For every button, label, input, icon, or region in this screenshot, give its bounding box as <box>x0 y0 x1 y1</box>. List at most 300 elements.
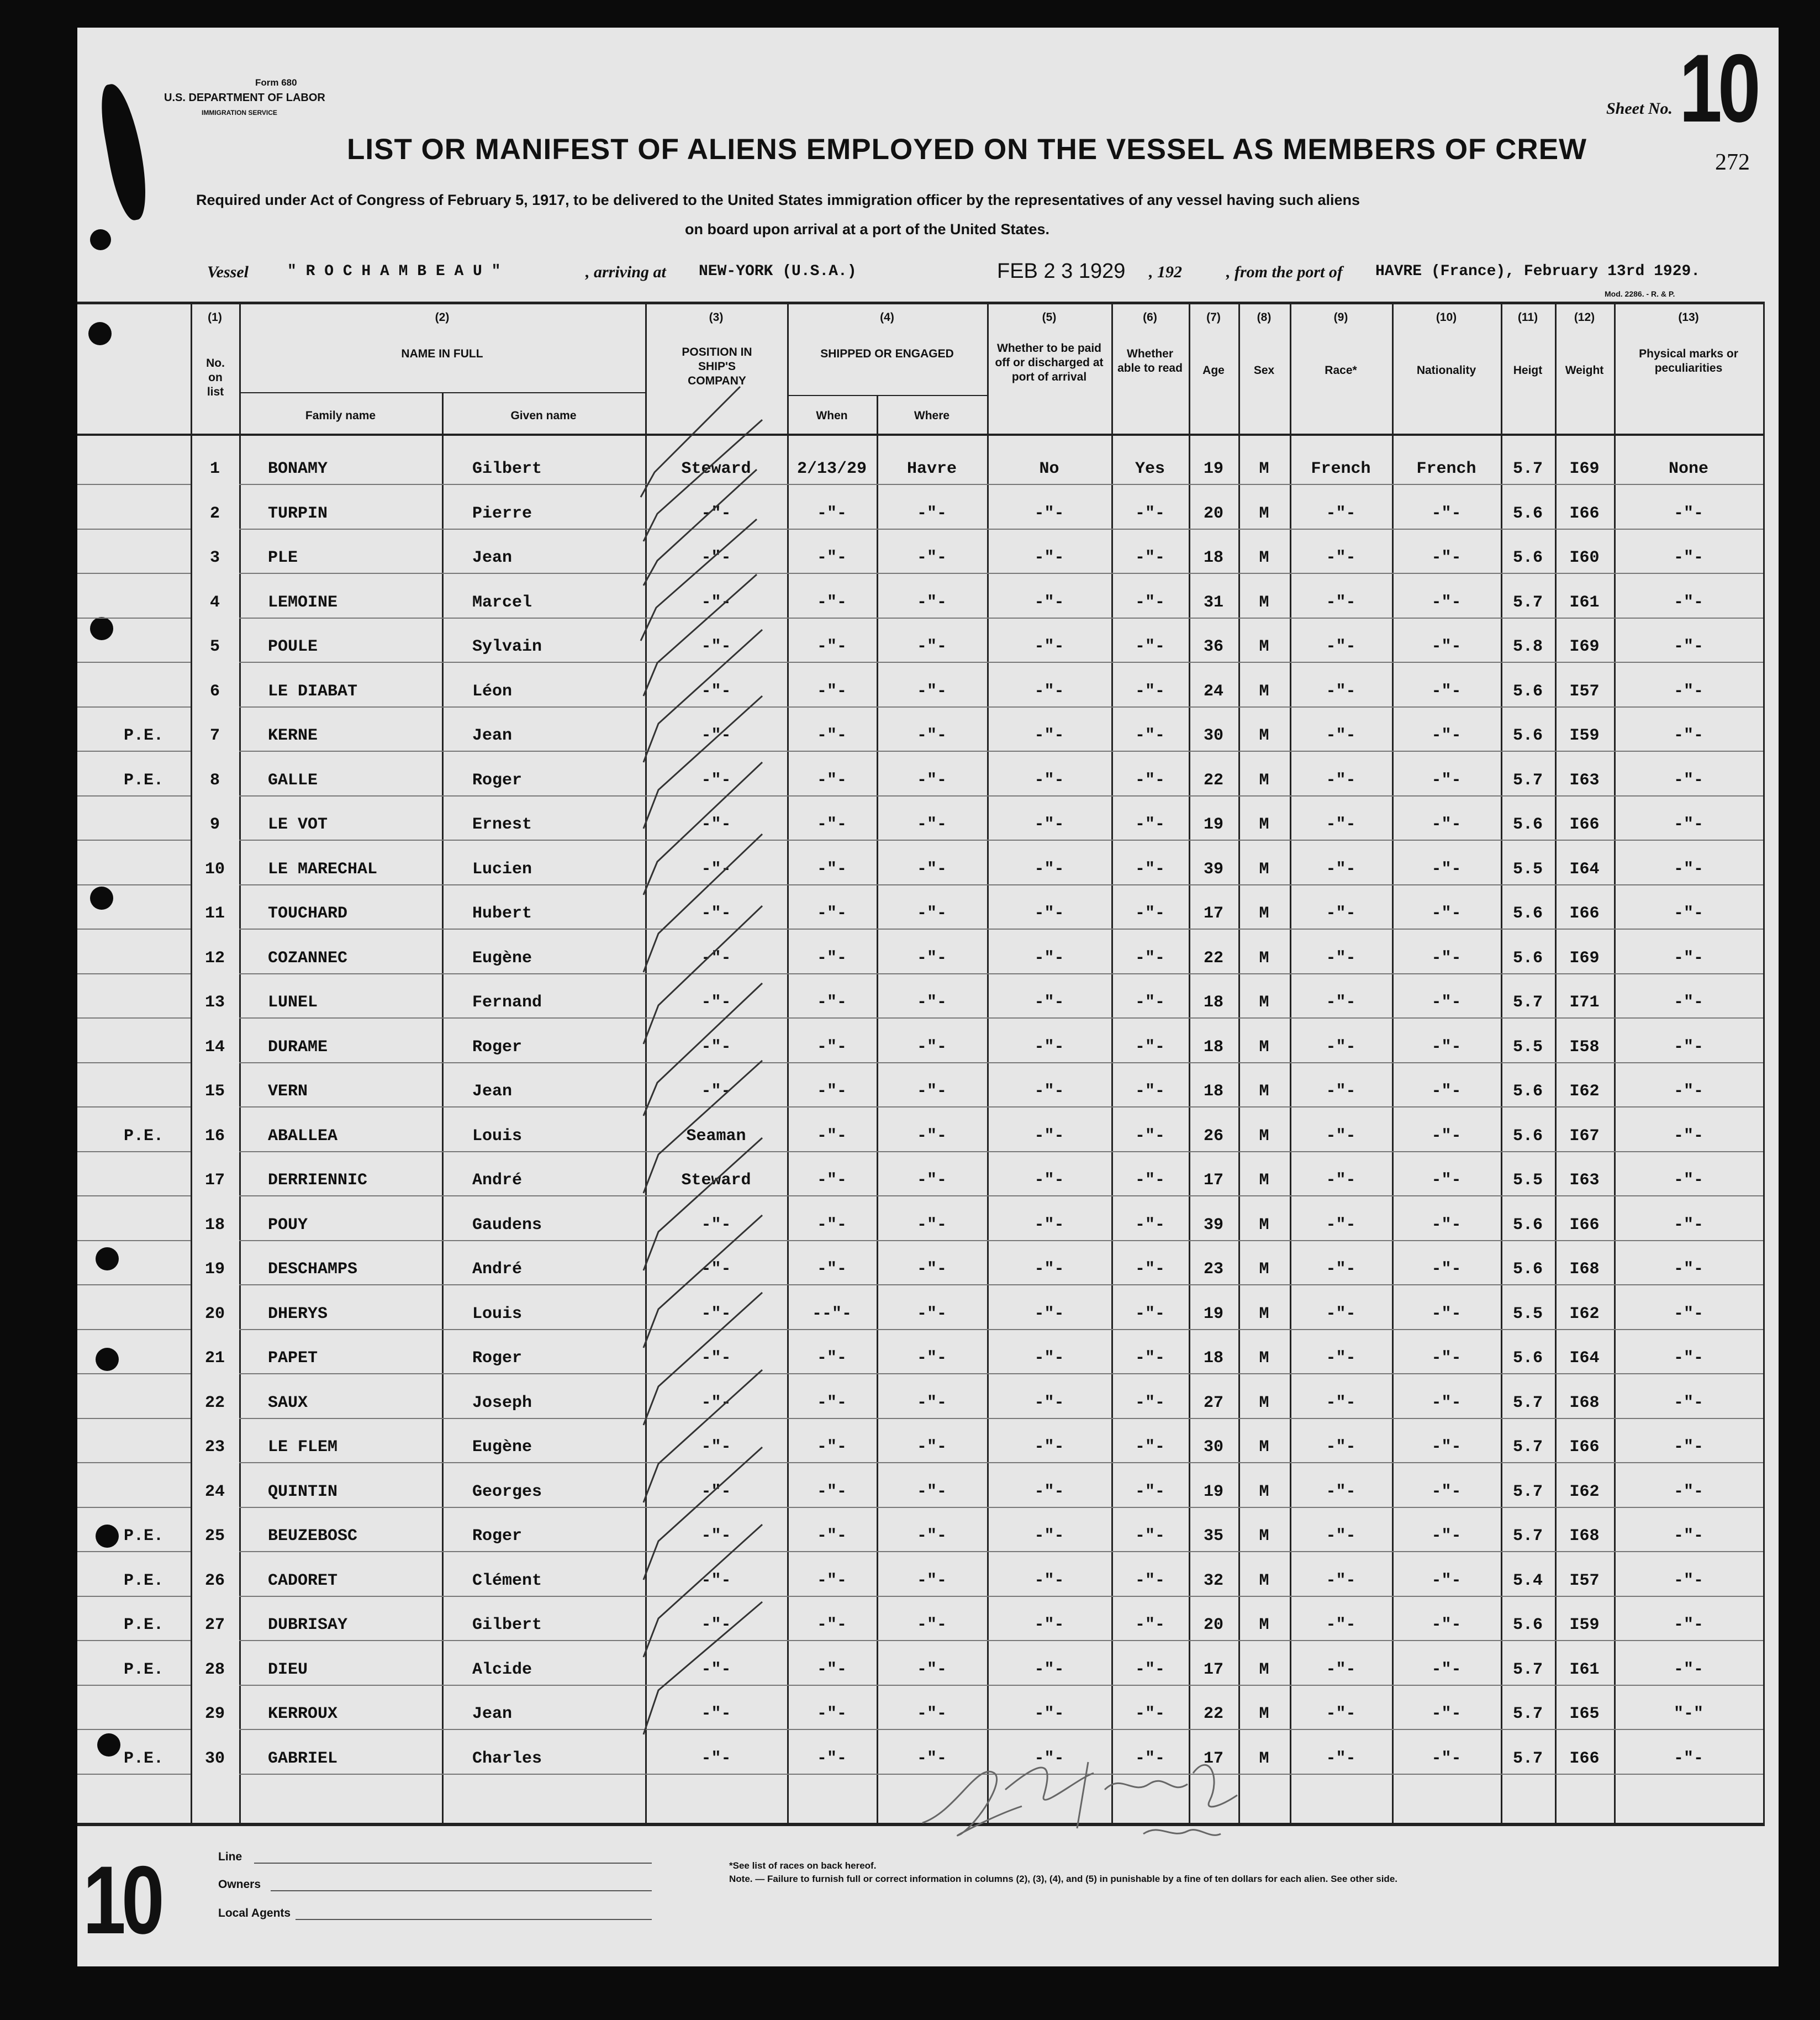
cell-where: -"- <box>916 1082 947 1101</box>
header-no-on-list: No. on list <box>206 357 225 398</box>
cell-height: 5.7 <box>1512 460 1543 478</box>
cell-height: 5.4 <box>1512 1571 1543 1590</box>
cell-position: -"- <box>701 1705 731 1723</box>
cell-sex: M <box>1259 548 1269 567</box>
cell-paid: -"- <box>1034 504 1064 523</box>
cell-race: -"- <box>1326 815 1356 834</box>
cell-given: Roger <box>472 1349 523 1368</box>
cell-nat: -"- <box>1431 1393 1462 1412</box>
cell-marks: -"- <box>1673 548 1703 567</box>
cell-paid: -"- <box>1034 726 1064 745</box>
cell-where: -"- <box>916 1037 947 1057</box>
row-rule <box>77 1462 191 1463</box>
row-rule <box>77 1729 191 1730</box>
cell-age: 17 <box>1203 1660 1223 1679</box>
cell-height: 5.7 <box>1512 1527 1543 1546</box>
cell-race: -"- <box>1326 1215 1356 1235</box>
subtitle-line-1: Required under Act of Congress of February 5, 1917, to be delivered to the United States immigration officer by the representatives of any vessel having such aliens <box>196 192 1360 208</box>
cell-no: 7 <box>209 726 220 745</box>
cell-position: -"- <box>701 1082 731 1101</box>
cell-race: -"- <box>1326 726 1356 745</box>
cell-age: 18 <box>1203 1082 1223 1101</box>
cell-where: -"- <box>916 1571 947 1590</box>
cell-where: -"- <box>916 771 947 790</box>
sheet-number: 10 <box>1679 35 1756 143</box>
cell-family: KERROUX <box>268 1705 338 1723</box>
cell-race: -"- <box>1326 682 1356 701</box>
cell-when: -"- <box>816 1482 847 1501</box>
cell-no: 28 <box>204 1660 225 1679</box>
cell-given: Charles <box>472 1749 542 1768</box>
cell-read: -"- <box>1135 1082 1165 1101</box>
col-line <box>191 303 192 1824</box>
cell-race: -"- <box>1326 1037 1356 1057</box>
punch-hole <box>90 617 113 640</box>
cell-paid: -"- <box>1034 1082 1064 1101</box>
cell-height: 5.7 <box>1512 1705 1543 1723</box>
cell-age: 19 <box>1203 460 1223 478</box>
row-rule <box>77 484 191 485</box>
row-rule <box>77 1418 191 1419</box>
col-num-8: (8) <box>1257 311 1272 324</box>
row-rule <box>77 1373 191 1374</box>
cell-given: Louis <box>472 1126 523 1146</box>
vessel-label: Vessel <box>207 263 249 281</box>
cell-family: DERRIENNIC <box>268 1171 368 1190</box>
cell-paid: -"- <box>1034 1749 1064 1768</box>
shipped-subheader-line <box>787 395 987 396</box>
cell-when: -"- <box>816 1660 847 1679</box>
cell-sex: M <box>1259 1660 1269 1679</box>
bottom-sheet-number: 10 <box>83 1847 160 1954</box>
cell-where: -"- <box>916 815 947 834</box>
cell-family: LE FLEM <box>268 1438 338 1457</box>
cell-no: 2 <box>209 504 220 523</box>
cell-paid: -"- <box>1034 682 1064 701</box>
cell-race: -"- <box>1326 1171 1356 1190</box>
cell-when: -"- <box>816 771 847 790</box>
cell-weight: I58 <box>1569 1037 1600 1057</box>
cell-family: LUNEL <box>268 993 318 1012</box>
row-rule <box>239 706 1763 708</box>
cell-weight: I68 <box>1569 1527 1600 1546</box>
punch-hole <box>90 229 111 250</box>
year-label: , 192 <box>1149 263 1182 281</box>
cell-given: André <box>472 1260 523 1279</box>
cell-position: -"- <box>701 1616 731 1634</box>
cell-mark: P.E. <box>123 1749 163 1768</box>
cell-position: -"- <box>701 637 731 656</box>
cell-sex: M <box>1259 904 1269 923</box>
cell-no: 20 <box>204 1304 225 1323</box>
cell-when: -"- <box>816 1215 847 1235</box>
cell-paid: -"- <box>1034 993 1064 1012</box>
cell-no: 9 <box>209 815 220 834</box>
row-rule <box>77 662 191 663</box>
cell-given: Alcide <box>472 1660 532 1679</box>
cell-position: -"- <box>701 815 731 834</box>
cell-when: -"- <box>816 726 847 745</box>
header-shipped: SHIPPED OR ENGAGED <box>820 347 954 360</box>
cell-age: 17 <box>1203 1171 1223 1190</box>
col-line <box>442 392 444 1824</box>
cell-when: -"- <box>816 859 847 879</box>
cell-age: 27 <box>1203 1393 1223 1412</box>
cell-when: -"- <box>816 637 847 656</box>
cell-where: -"- <box>916 993 947 1012</box>
cell-read: -"- <box>1135 1215 1165 1235</box>
cell-where: -"- <box>916 726 947 745</box>
cell-given: Hubert <box>472 904 532 923</box>
cell-weight: I62 <box>1569 1082 1600 1101</box>
cell-nat: -"- <box>1431 1705 1462 1723</box>
cell-marks: -"- <box>1673 504 1703 523</box>
col-num-4: (4) <box>880 311 894 324</box>
header-physical-marks: Physical marks or peculiarities <box>1639 347 1738 375</box>
cell-race: -"- <box>1326 1349 1356 1368</box>
cell-when: --"- <box>811 1304 852 1323</box>
cell-paid: -"- <box>1034 859 1064 879</box>
cell-marks: -"- <box>1673 1571 1703 1590</box>
cell-paid: -"- <box>1034 1616 1064 1634</box>
cell-family: PAPET <box>268 1349 318 1368</box>
cell-height: 5.7 <box>1512 1438 1543 1457</box>
cell-height: 5.7 <box>1512 593 1543 612</box>
cell-weight: I71 <box>1569 993 1600 1012</box>
cell-position: -"- <box>701 1660 731 1679</box>
cell-paid: -"- <box>1034 548 1064 567</box>
cell-family: BEUZEBOSC <box>268 1527 358 1546</box>
row-rule <box>239 573 1763 574</box>
cell-age: 30 <box>1203 1438 1223 1457</box>
cell-read: -"- <box>1135 815 1165 834</box>
cell-height: 5.6 <box>1512 1616 1543 1634</box>
cell-given: Roger <box>472 1037 523 1057</box>
cell-sex: M <box>1259 1482 1269 1501</box>
cell-nat: -"- <box>1431 1260 1462 1279</box>
cell-when: -"- <box>816 904 847 923</box>
row-rule <box>77 706 191 708</box>
cell-age: 31 <box>1203 593 1223 612</box>
cell-read: -"- <box>1135 859 1165 879</box>
cell-nat: -"- <box>1431 726 1462 745</box>
check-marks <box>630 365 773 1779</box>
arrival-date-stamp: FEB 2 3 1929 <box>997 260 1126 283</box>
row-rule <box>239 1596 1763 1597</box>
cell-position: -"- <box>701 1482 731 1501</box>
cell-height: 5.8 <box>1512 637 1543 656</box>
cell-position: -"- <box>701 1393 731 1412</box>
cell-nat: -"- <box>1431 1616 1462 1634</box>
cell-read: -"- <box>1135 593 1165 612</box>
cell-no: 3 <box>209 548 220 567</box>
cell-where: -"- <box>916 1749 947 1768</box>
cell-sex: M <box>1259 948 1269 968</box>
cell-where: -"- <box>916 1171 947 1190</box>
cell-height: 5.7 <box>1512 1393 1543 1412</box>
cell-height: 5.6 <box>1512 1215 1543 1235</box>
cell-race: French <box>1311 460 1371 478</box>
cell-weight: I69 <box>1569 948 1600 968</box>
cell-height: 5.7 <box>1512 1482 1543 1501</box>
cell-nat: -"- <box>1431 1171 1462 1190</box>
arriving-port: NEW-YORK (U.S.A.) <box>699 263 857 280</box>
cell-read: -"- <box>1135 682 1165 701</box>
cell-paid: -"- <box>1034 1527 1064 1546</box>
table-top-border <box>77 302 1765 304</box>
cell-when: -"- <box>816 1616 847 1634</box>
cell-sex: M <box>1259 1349 1269 1368</box>
cell-where: -"- <box>916 637 947 656</box>
cell-family: BONAMY <box>268 460 328 478</box>
cell-no: 27 <box>204 1616 225 1634</box>
cell-race: -"- <box>1326 1749 1356 1768</box>
cell-when: -"- <box>816 1393 847 1412</box>
cell-given: Ernest <box>472 815 532 834</box>
cell-read: -"- <box>1135 1126 1165 1146</box>
cell-age: 18 <box>1203 548 1223 567</box>
cell-when: -"- <box>816 1749 847 1768</box>
cell-height: 5.6 <box>1512 904 1543 923</box>
row-rule <box>239 1640 1763 1641</box>
cell-paid: -"- <box>1034 1171 1064 1190</box>
cell-no: 8 <box>209 771 220 790</box>
cell-given: Jean <box>472 1082 513 1101</box>
cell-weight: I66 <box>1569 1438 1600 1457</box>
header-height: Heigt <box>1513 364 1543 377</box>
cell-no: 10 <box>204 859 225 879</box>
cell-height: 5.6 <box>1512 726 1543 745</box>
cell-age: 36 <box>1203 637 1223 656</box>
cell-family: DIEU <box>268 1660 308 1679</box>
cell-nat: -"- <box>1431 1438 1462 1457</box>
cell-marks: -"- <box>1673 1304 1703 1323</box>
punch-hole <box>90 887 113 910</box>
cell-no: 23 <box>204 1438 225 1457</box>
row-rule <box>77 1596 191 1597</box>
cell-family: LE DIABAT <box>268 682 358 701</box>
cell-height: 5.7 <box>1512 993 1543 1012</box>
cell-race: -"- <box>1326 859 1356 879</box>
cell-nat: -"- <box>1431 1037 1462 1057</box>
cell-marks: -"- <box>1673 682 1703 701</box>
row-rule <box>77 1017 191 1019</box>
cell-when: -"- <box>816 1082 847 1101</box>
cell-weight: I68 <box>1569 1393 1600 1412</box>
cell-given: Gilbert <box>472 460 542 478</box>
cell-when: -"- <box>816 993 847 1012</box>
cell-mark: P.E. <box>123 1527 163 1546</box>
row-rule <box>77 1640 191 1641</box>
cell-marks: -"- <box>1673 815 1703 834</box>
cell-height: 5.6 <box>1512 948 1543 968</box>
cell-race: -"- <box>1326 548 1356 567</box>
cell-position: -"- <box>701 1438 731 1457</box>
cell-given: Gilbert <box>472 1616 542 1634</box>
cell-paid: -"- <box>1034 771 1064 790</box>
col-num-6: (6) <box>1143 311 1157 324</box>
cell-nat: -"- <box>1431 1482 1462 1501</box>
row-rule <box>77 1106 191 1107</box>
col-num-3: (3) <box>709 311 724 324</box>
cell-no: 26 <box>204 1571 225 1590</box>
cell-no: 14 <box>204 1037 225 1057</box>
cell-read: -"- <box>1135 504 1165 523</box>
cell-family: LEMOINE <box>268 593 338 612</box>
cell-read: -"- <box>1135 771 1165 790</box>
col-num-11: (11) <box>1517 311 1538 324</box>
cell-weight: I57 <box>1569 1571 1600 1590</box>
cell-sex: M <box>1259 1616 1269 1634</box>
cell-height: 5.5 <box>1512 859 1543 879</box>
footer-line-label: Line <box>218 1850 242 1863</box>
row-rule <box>239 751 1763 752</box>
cell-height: 5.5 <box>1512 1037 1543 1057</box>
cell-mark: P.E. <box>123 1571 163 1590</box>
cell-given: Jean <box>472 726 513 745</box>
cell-family: LE VOT <box>268 815 328 834</box>
cell-sex: M <box>1259 1749 1269 1768</box>
cell-paid: -"- <box>1034 1660 1064 1679</box>
cell-age: 18 <box>1203 1349 1223 1368</box>
cell-nat: -"- <box>1431 682 1462 701</box>
cell-position: -"- <box>701 1527 731 1546</box>
cell-marks: -"- <box>1673 1438 1703 1457</box>
cell-marks: -"- <box>1673 771 1703 790</box>
cell-sex: M <box>1259 1126 1269 1146</box>
cell-nat: -"- <box>1431 548 1462 567</box>
cell-read: -"- <box>1135 1527 1165 1546</box>
cell-given: Roger <box>472 1527 523 1546</box>
cell-given: Fernand <box>472 993 542 1012</box>
cell-sex: M <box>1259 771 1269 790</box>
cell-paid: No <box>1039 460 1059 478</box>
col-num-7: (7) <box>1206 311 1221 324</box>
cell-race: -"- <box>1326 1393 1356 1412</box>
row-rule <box>77 840 191 841</box>
page-title: LIST OR MANIFEST OF ALIENS EMPLOYED ON THE VESSEL AS MEMBERS OF CREW <box>347 133 1587 166</box>
header-name-in-full: NAME IN FULL <box>401 347 483 360</box>
row-rule <box>239 840 1763 841</box>
cell-sex: M <box>1259 1037 1269 1057</box>
cell-nat: -"- <box>1431 1215 1462 1235</box>
footer-owners-field <box>271 1890 652 1891</box>
cell-family: COZANNEC <box>268 948 348 968</box>
cell-family: DHERYS <box>268 1304 328 1323</box>
row-rule <box>77 884 191 885</box>
cell-age: 24 <box>1203 682 1223 701</box>
row-rule <box>77 751 191 752</box>
service-name: IMMIGRATION SERVICE <box>202 109 277 117</box>
header-position: POSITION IN SHIP'S COMPANY <box>682 346 752 387</box>
cell-height: 5.6 <box>1512 1082 1543 1101</box>
cell-when: -"- <box>816 1438 847 1457</box>
cell-read: -"- <box>1135 1616 1165 1634</box>
cell-age: 39 <box>1203 859 1223 879</box>
cell-read: -"- <box>1135 1304 1165 1323</box>
cell-where: -"- <box>916 948 947 968</box>
row-rule <box>77 1284 191 1285</box>
from-port: HAVRE (France), February 13rd 1929. <box>1375 263 1701 280</box>
cell-read: -"- <box>1135 1438 1165 1457</box>
cell-when: -"- <box>816 1171 847 1190</box>
cell-no: 16 <box>204 1126 225 1146</box>
cell-when: -"- <box>816 1260 847 1279</box>
cell-family: TURPIN <box>268 504 328 523</box>
cell-marks: -"- <box>1673 1260 1703 1279</box>
cell-position: -"- <box>701 1215 731 1235</box>
cell-paid: -"- <box>1034 1349 1064 1368</box>
cell-where: -"- <box>916 1304 947 1323</box>
cell-marks: -"- <box>1673 637 1703 656</box>
cell-when: -"- <box>816 548 847 567</box>
cell-read: -"- <box>1135 1705 1165 1723</box>
cell-weight: I59 <box>1569 1616 1600 1634</box>
cell-marks: -"- <box>1673 948 1703 968</box>
col-num-1: (1) <box>208 311 222 324</box>
department-name: U.S. DEPARTMENT OF LABOR <box>164 92 325 104</box>
cell-age: 19 <box>1203 1304 1223 1323</box>
cell-family: POUY <box>268 1215 308 1235</box>
cell-race: -"- <box>1326 1304 1356 1323</box>
cell-paid: -"- <box>1034 815 1064 834</box>
cell-when: -"- <box>816 815 847 834</box>
row-rule <box>77 1774 191 1775</box>
cell-read: -"- <box>1135 993 1165 1012</box>
inspector-signature <box>911 1729 1254 1856</box>
cell-sex: M <box>1259 1082 1269 1101</box>
cell-no: 30 <box>204 1749 225 1768</box>
row-rule <box>239 795 1763 797</box>
cell-nat: French <box>1416 460 1476 478</box>
cell-read: -"- <box>1135 1260 1165 1279</box>
row-rule <box>239 1373 1763 1374</box>
cell-paid: -"- <box>1034 948 1064 968</box>
cell-read: -"- <box>1135 1037 1165 1057</box>
row-rule <box>239 484 1763 485</box>
cell-sex: M <box>1259 1571 1269 1590</box>
cell-age: 18 <box>1203 993 1223 1012</box>
cell-when: -"- <box>816 1705 847 1723</box>
cell-no: 22 <box>204 1393 225 1412</box>
row-rule <box>77 1195 191 1196</box>
cell-family: DESCHAMPS <box>268 1260 358 1279</box>
cell-when: -"- <box>816 1571 847 1590</box>
cell-no: 15 <box>204 1082 225 1101</box>
cell-sex: M <box>1259 993 1269 1012</box>
cell-nat: -"- <box>1431 993 1462 1012</box>
cell-paid: -"- <box>1034 1126 1064 1146</box>
cell-given: Georges <box>472 1482 542 1501</box>
cell-marks: -"- <box>1673 1126 1703 1146</box>
cell-where: -"- <box>916 593 947 612</box>
cell-weight: I64 <box>1569 859 1600 879</box>
cell-height: 5.6 <box>1512 548 1543 567</box>
cell-age: 23 <box>1203 1260 1223 1279</box>
punch-hole <box>96 1247 119 1270</box>
cell-age: 35 <box>1203 1527 1223 1546</box>
row-rule <box>239 1551 1763 1552</box>
cell-sex: M <box>1259 1304 1269 1323</box>
row-rule <box>239 1062 1763 1063</box>
cell-nat: -"- <box>1431 1749 1462 1768</box>
row-rule <box>239 929 1763 930</box>
col-num-2: (2) <box>435 311 450 324</box>
header-race: Race* <box>1325 364 1357 377</box>
cell-when: -"- <box>816 504 847 523</box>
cell-no: 12 <box>204 948 225 968</box>
cell-read: -"- <box>1135 1660 1165 1679</box>
